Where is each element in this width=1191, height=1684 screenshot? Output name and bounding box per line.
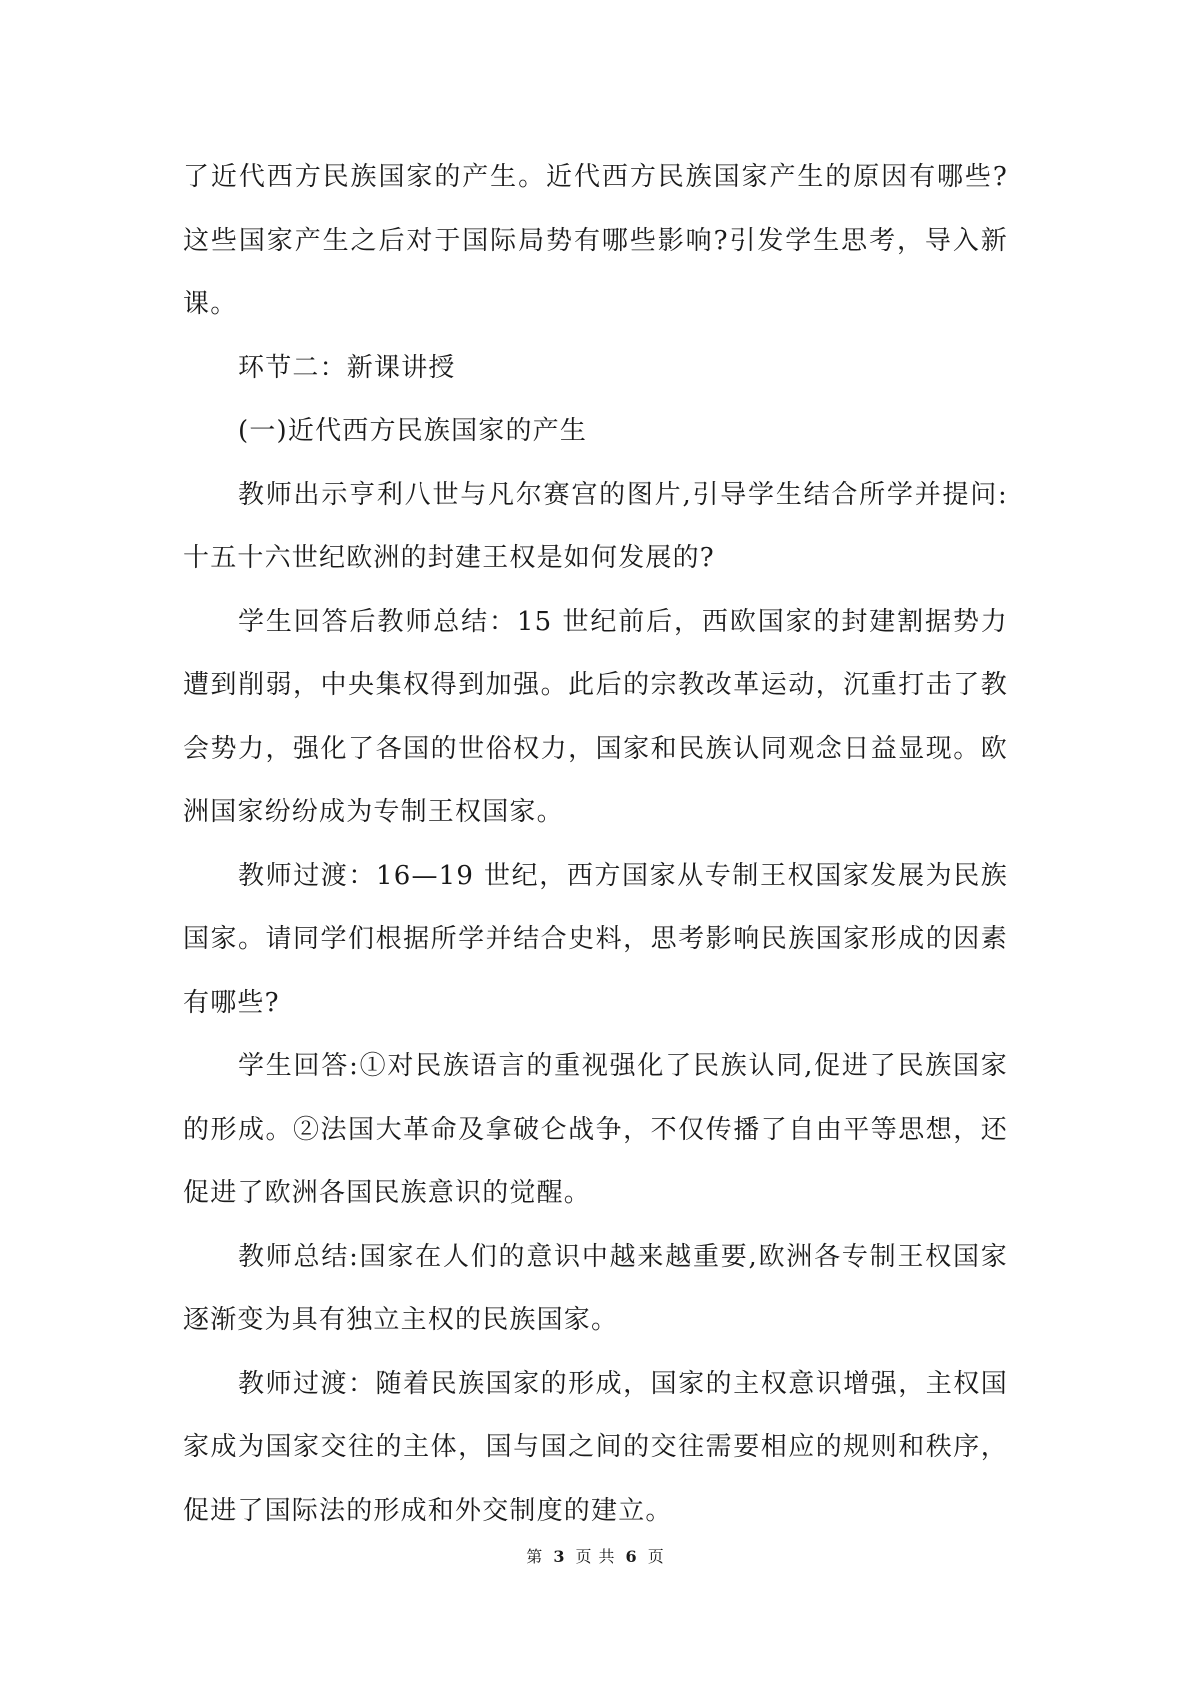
footer-prefix: 第 (526, 1547, 544, 1566)
paragraph-student-answer: 学生回答:①对民族语言的重视强化了民族认同,促进了民族国家的形成。②法国大革命及拿破仑战争，不仅传播了自由平等思想，还促进了欧洲各国民族意识的觉醒。 (183, 1051, 1008, 1208)
paragraph-teacher-question: 教师出示亨利八世与凡尔赛宫的图片,引导学生结合所学并提问:十五十六世纪欧洲的封建王权是如何发展的? (183, 479, 1008, 573)
paragraph-teacher-transition-2: 教师过渡：随着民族国家的形成，国家的主权意识增强，主权国家成为国家交往的主体，国与国之间的交往需要相应的规则和秩序，促进了国际法的形成和外交制度的建立。 (183, 1368, 1008, 1526)
paragraph-teacher-summary-1: 学生回答后教师总结：15 世纪前后，西欧国家的封建割据势力遭到削弱，中央集权得到加强。此后的宗教改革运动，沉重打击了教会势力，强化了各国的世俗权力，国家和民族认同观念日益显现。欧洲国家纷纷成为专制王权国家。 (183, 606, 1008, 827)
section-heading-new-lesson: 环节二：新课讲授 (238, 352, 456, 383)
paragraph-teacher-summary-2: 教师总结:国家在人们的意识中越来越重要,欧洲各专制王权国家逐渐变为具有独立主权的民族国家。 (183, 1241, 1008, 1335)
footer-current-page: 3 (553, 1547, 566, 1566)
document-body (183, 146, 1008, 1543)
page-footer (0, 1544, 1191, 1567)
footer-middle: 页 共 (575, 1547, 616, 1566)
subsection-heading: (一)近代西方民族国家的产生 (238, 416, 588, 446)
paragraph-teacher-transition-1: 教师过渡：16—19 世纪，西方国家从专制王权国家发展为民族国家。请同学们根据所学并结合史料，思考影响民族国家形成的因素有哪些? (183, 860, 1008, 1018)
paragraph-1: 了近代西方民族国家的产生。近代西方民族国家产生的原因有哪些?这些国家产生之后对于国际局势有哪些影响?引发学生思考，导入新课。 (183, 162, 1008, 319)
footer-total-pages: 6 (625, 1547, 638, 1566)
footer-suffix: 页 (647, 1547, 665, 1566)
